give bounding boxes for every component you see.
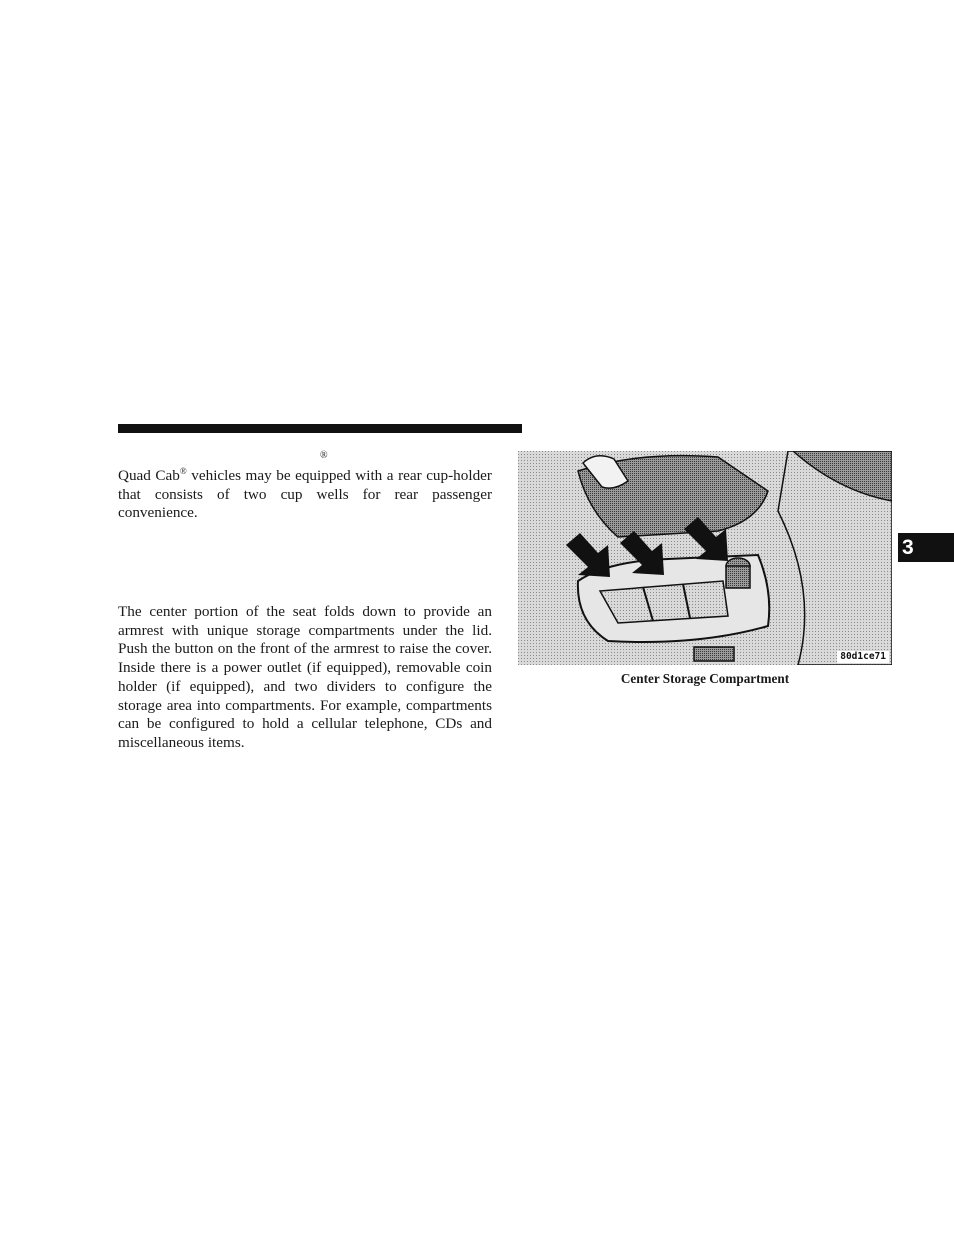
- section-heading-mark: ®: [320, 450, 328, 461]
- section-rule: [118, 424, 522, 433]
- figure-caption: Center Storage Compartment: [620, 671, 790, 686]
- illustration-drawing: [518, 451, 892, 665]
- chapter-tab: 3: [898, 533, 954, 562]
- figure-code: 80d1ce71: [837, 651, 889, 663]
- center-storage-paragraph: The center portion of the seat folds down to provide an armrest with unique storage compartments under the lid. Push the button on the front of the armrest to raise the cover. Inside there is a power outlet (if equipped), removable coin holder (if equipped), and two dividers to configure the storage area into compartments. For example, compartments can be configured to hold a cellular telephone, CDs and miscellaneous items.: [118, 603, 492, 751]
- rear-cupholder-paragraph: [118, 467, 492, 523]
- registered-mark: ®: [179, 465, 187, 476]
- rear-cupholder-text: vehicles may be equipped with a rear cup-holder that consists of two cup wells for rear passenger convenience.: [118, 467, 492, 522]
- quad-cab-term: Quad Cab: [118, 467, 180, 484]
- center-storage-illustration: [518, 451, 892, 665]
